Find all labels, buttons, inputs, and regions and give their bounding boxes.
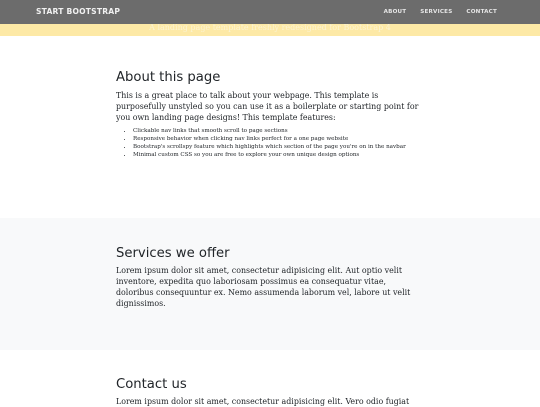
feature-item: • Clickable nav links that smooth scroll to page sections: [133, 127, 422, 135]
services-section: [0, 218, 540, 350]
navbar: [0, 0, 540, 24]
nav-links: [384, 0, 497, 24]
about-container: [116, 70, 422, 159]
about-section: [0, 36, 540, 218]
feature-item: • Responsive behavior when clicking nav links perfect for a one page website: [133, 135, 422, 143]
services-title: Services we offer: [116, 246, 230, 261]
services-container: [116, 246, 422, 309]
feature-item: • Bootstrap's scrollspy feature which highlights which section of the page you're on in the navbar: [133, 143, 422, 151]
about-title: About this page: [116, 70, 221, 85]
brand-link[interactable]: START BOOTSTRAP: [36, 7, 121, 16]
contact-title: Contact us: [116, 377, 187, 392]
masthead: [0, 24, 540, 36]
nav-link-contact[interactable]: CONTACT: [466, 9, 497, 15]
feature-list: [116, 127, 422, 159]
feature-item: • Minimal custom CSS so you are free to explore your own unique design options: [133, 151, 422, 159]
nav-link-about[interactable]: ABOUT: [383, 9, 407, 15]
contact-section: [0, 350, 540, 405]
masthead-lead: A landing page template freshly redesigned for Bootstrap 4: [149, 24, 391, 32]
contact-container: [116, 377, 422, 407]
contact-lead: Lorem ipsum dolor sit amet, consectetur adipisicing elit. Vero odio fugiat: [116, 397, 410, 406]
about-lead: This is a great place to talk about your webpage. This template is purposefully unstyled so you can use it as a boilerplate or starting point for you own landing page designs! This template features:: [116, 91, 419, 122]
nav-link-services[interactable]: SERVICES: [420, 9, 453, 15]
services-lead: Lorem ipsum dolor sit amet, consectetur adipisicing elit. Aut optio velit inventore, expedita quo laboriosam possimus ea consequatur vitae, doloribus consequuntur ex. Nemo assumenda laborum vel, labore ut velit dignissimos.: [116, 266, 411, 308]
